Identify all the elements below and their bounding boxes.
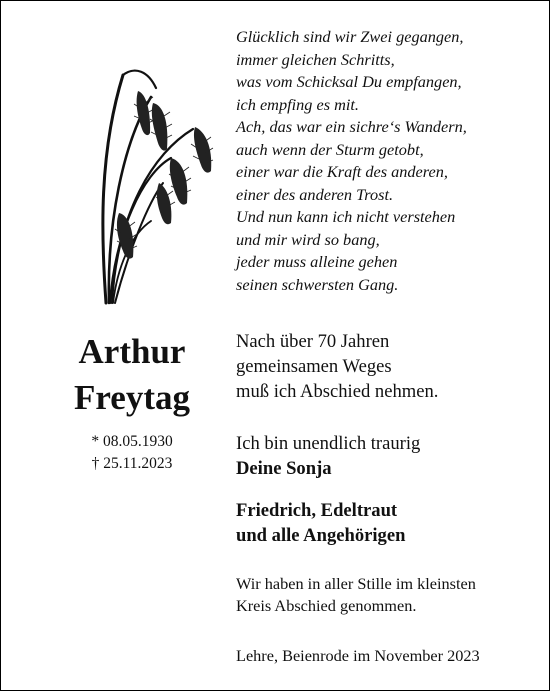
- grass-ears-icon: [93, 63, 221, 305]
- deceased-name: [41, 329, 223, 421]
- private-farewell-notice: [236, 573, 536, 616]
- notice-line: Kreis Abschied genommen.: [236, 595, 417, 615]
- poem-line: Und nun kann ich nicht verstehen: [236, 207, 456, 226]
- poem-line: immer gleichen Schritts,: [236, 49, 395, 69]
- birth-date: * 08.05.1930: [91, 433, 173, 450]
- poem-line: Ach, das war ein sichre‘s Wandern,: [236, 117, 467, 136]
- poem-line: auch wenn der Sturm getobt,: [236, 139, 424, 159]
- last-name: Freytag: [74, 378, 190, 417]
- poem-line: seinen schwersten Gang.: [236, 274, 399, 294]
- message-line: muß ich Abschied nehmen.: [236, 381, 439, 402]
- life-dates: [41, 431, 223, 475]
- poem-line: ich empfing es mit.: [236, 94, 359, 114]
- farewell-message: [236, 329, 536, 404]
- place-and-date: Lehre, Beienrode im November 2023: [236, 646, 480, 665]
- poem-line: jeder muss alleine gehen: [236, 252, 398, 271]
- poem: [236, 26, 536, 296]
- poem-line: einer des anderen Trost.: [236, 184, 394, 204]
- poem-line: einer war die Kraft des anderen,: [236, 162, 448, 181]
- grief-line: Ich bin unendlich traurig: [236, 433, 421, 454]
- first-name: Arthur: [78, 332, 186, 371]
- poem-line: Glücklich sind wir Zwei gegangen,: [236, 27, 464, 46]
- message-line: gemeinsamen Weges: [236, 356, 392, 377]
- poem-line: und mir wird so bang,: [236, 229, 380, 249]
- notice-line: Wir haben in aller Stille im kleinsten: [236, 574, 476, 593]
- family-line: Friedrich, Edeltraut: [236, 500, 398, 521]
- family-line: und alle Angehörigen: [236, 525, 406, 546]
- message-line: Nach über 70 Jahren: [236, 331, 390, 352]
- grief-statement: [236, 431, 536, 481]
- family-names: [236, 498, 536, 548]
- signature-name: Deine Sonja: [236, 458, 332, 479]
- death-date: † 25.11.2023: [91, 455, 173, 472]
- poem-line: was vom Schicksal Du empfangen,: [236, 72, 462, 91]
